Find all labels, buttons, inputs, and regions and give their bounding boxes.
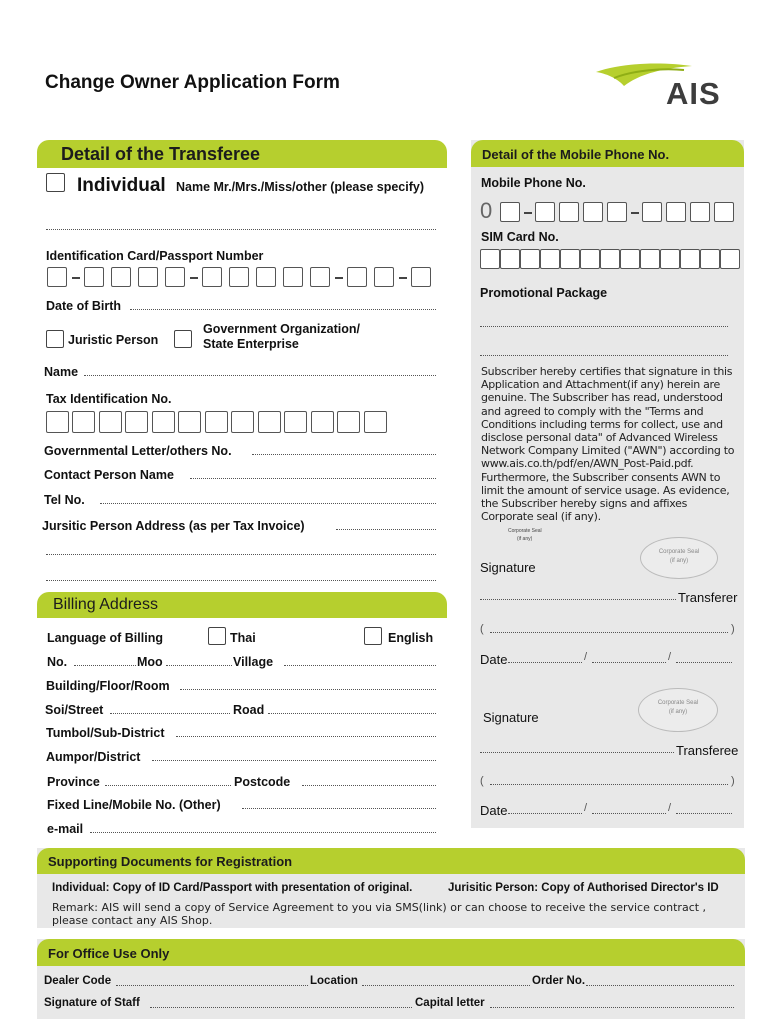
date-2-year[interactable] — [676, 812, 732, 814]
page-title: Change Owner Application Form — [45, 72, 340, 93]
office-section-title: For Office Use Only — [48, 946, 170, 961]
dob-label: Date of Birth — [46, 299, 121, 313]
fixed-line-line[interactable] — [242, 807, 436, 809]
staff-signature-line[interactable] — [150, 1006, 412, 1008]
mobile-phone-label: Mobile Phone No. — [481, 176, 586, 190]
tumbol-line[interactable] — [176, 735, 436, 737]
juristic-doc-text: Jurisitic Person: Copy of Authorised Director's ID — [448, 882, 719, 894]
juristic-name-label: Name — [44, 365, 79, 379]
ais-logo — [594, 58, 734, 114]
postcode-label: Postcode — [234, 775, 291, 789]
road-line[interactable] — [268, 712, 436, 714]
fixed-line-label: Fixed Line/Mobile No. (Other) — [47, 798, 221, 812]
gov-letter-line[interactable] — [252, 453, 436, 455]
tumbol-label: Tumbol/Sub-District — [46, 726, 165, 740]
date-label-1: Date — [480, 652, 508, 667]
id-card-label: Identification Card/Passport Number — [46, 249, 264, 263]
address-line-2[interactable] — [46, 553, 436, 555]
province-line[interactable] — [105, 784, 231, 786]
corporate-seal-small-label: Corporate Seal — [508, 528, 542, 534]
supporting-section-title: Supporting Documents for Registration — [48, 854, 293, 869]
capital-letter-line[interactable] — [490, 1006, 734, 1008]
dealer-code-line[interactable] — [116, 984, 308, 986]
promo-package-label: Promotional Package — [480, 286, 608, 300]
remark-text: Remark: AIS will send a copy of Service Agreement to you via SMS(link) or can choose to receive the service contract , please contact any AIS Shop. — [52, 901, 707, 927]
location-line[interactable] — [362, 984, 530, 986]
transferee-name-line[interactable] — [490, 783, 728, 785]
transferee-signature-line[interactable] — [480, 751, 674, 753]
building-label: Building/Floor/Room — [46, 679, 170, 693]
if-any-small-label: (if any) — [517, 536, 533, 542]
village-label: Village — [233, 655, 274, 669]
government-label-line1: Government Organization/ — [203, 322, 360, 336]
sim-card-label: SIM Card No. — [481, 230, 559, 244]
no-line[interactable] — [74, 664, 136, 666]
transferee-section-title: Detail of the Transferee — [61, 144, 261, 164]
soi-line[interactable] — [110, 712, 230, 714]
transferee-paren-open: ( — [480, 775, 484, 787]
contact-person-line[interactable] — [190, 477, 436, 479]
dob-line[interactable] — [130, 308, 436, 310]
address-line-1[interactable] — [336, 528, 436, 530]
billing-section-header — [37, 592, 447, 618]
individual-checkbox[interactable] — [46, 173, 65, 192]
certification-text: Subscriber hereby certifies that signature in this Application and Attachment(if any) herein are genuine. The Subscriber has read, understood and agreed to comply with the "Terms and Conditions including terms for collect, use and disclose personal data" of Advanced Wireless Network Company Limited ("AWN") according to www.ais.co.th/pdf/en/AWN_Post-Paid.pdf. Furthermore, the Subscriber consents AWN to limit the amount of service usage. As evidence, the Subscriber hereby signs and affixes Corporate seal (if any). — [481, 365, 735, 524]
juristic-address-label: Jursitic Person Address (as per Tax Invoice) — [42, 519, 305, 533]
road-label: Road — [233, 703, 265, 717]
seal-1-line2: (if any) — [669, 558, 689, 564]
aumpor-label: Aumpor/District — [46, 750, 141, 764]
postcode-line[interactable] — [302, 784, 436, 786]
order-no-label: Order No. — [532, 975, 586, 987]
english-label: English — [388, 631, 434, 645]
gov-letter-label: Governmental Letter/others No. — [44, 444, 232, 458]
transferer-paren-close: ) — [731, 623, 735, 635]
seal-2-line2: (if any) — [668, 709, 688, 715]
signature-label-1: Signature — [480, 560, 536, 575]
corporate-seal-stamp-1 — [640, 537, 718, 579]
juristic-label: Juristic Person — [68, 333, 159, 347]
order-no-line[interactable] — [586, 984, 734, 986]
transferer-signature-line[interactable] — [480, 598, 676, 600]
name-type-label: Name Mr./Mrs./Miss/other (please specify) — [176, 180, 425, 194]
transferee-paren-close: ) — [731, 775, 735, 787]
location-label: Location — [310, 975, 358, 987]
transferee-label: Transferee — [676, 743, 739, 758]
tel-label: Tel No. — [44, 493, 85, 507]
date-2-sep-2: / — [668, 802, 672, 814]
juristic-checkbox[interactable] — [46, 330, 64, 348]
village-line[interactable] — [284, 664, 436, 666]
mobile-section-header — [471, 140, 744, 167]
date-1-sep-2: / — [668, 651, 672, 663]
government-label-line2: State Enterprise — [203, 337, 299, 351]
individual-name-line[interactable] — [46, 228, 436, 230]
juristic-name-line[interactable] — [84, 374, 436, 376]
date-1-year[interactable] — [676, 661, 732, 663]
building-line[interactable] — [180, 688, 436, 690]
date-1-month[interactable] — [592, 661, 666, 663]
date-2-month[interactable] — [592, 812, 666, 814]
date-1-sep-1: / — [584, 651, 588, 663]
soi-label: Soi/Street — [45, 703, 104, 717]
capital-letter-label: Capital letter — [415, 997, 485, 1009]
government-checkbox[interactable] — [174, 330, 192, 348]
address-line-3[interactable] — [46, 579, 436, 581]
date-1-day[interactable] — [508, 661, 582, 663]
seal-1-line1: Corporate Seal — [658, 549, 700, 555]
transferee-section-header — [37, 140, 447, 168]
transferer-name-line[interactable] — [490, 631, 728, 633]
dealer-code-label: Dealer Code — [44, 975, 112, 987]
signature-label-2: Signature — [483, 710, 539, 725]
tax-id-label: Tax Identification No. — [46, 392, 172, 406]
thai-checkbox[interactable] — [208, 627, 226, 645]
english-checkbox[interactable] — [364, 627, 382, 645]
promo-line-1[interactable] — [480, 325, 728, 327]
no-label: No. — [47, 655, 68, 669]
email-line[interactable] — [90, 831, 436, 833]
office-section-header — [37, 939, 745, 966]
phone-prefix: 0 — [480, 198, 493, 223]
supporting-section-header — [37, 848, 745, 874]
date-2-sep-1: / — [584, 802, 588, 814]
corporate-seal-stamp-2 — [638, 688, 718, 732]
province-label: Province — [47, 775, 100, 789]
language-label: Language of Billing — [47, 631, 163, 645]
moo-line[interactable] — [166, 664, 232, 666]
ais-logo-text: AIS — [666, 76, 721, 111]
date-2-day[interactable] — [508, 812, 582, 814]
tel-line[interactable] — [100, 502, 436, 504]
contact-person-label: Contact Person Name — [44, 468, 174, 482]
mobile-section-title: Detail of the Mobile Phone No. — [482, 147, 670, 162]
individual-doc-text: Individual: Copy of ID Card/Passport with presentation of original. — [52, 882, 413, 894]
seal-2-line1: Corporate Seal — [657, 700, 699, 706]
staff-signature-label: Signature of Staff — [44, 997, 140, 1009]
individual-label: Individual — [77, 175, 166, 196]
thai-label: Thai — [230, 631, 256, 645]
billing-section-title: Billing Address — [53, 596, 158, 613]
promo-line-2[interactable] — [480, 354, 728, 356]
aumpor-line[interactable] — [152, 759, 436, 761]
transferer-paren-open: ( — [480, 623, 484, 635]
date-label-2: Date — [480, 803, 508, 818]
email-label: e-mail — [47, 822, 84, 836]
transferer-label: Transferer — [678, 590, 738, 605]
moo-label: Moo — [137, 655, 163, 669]
